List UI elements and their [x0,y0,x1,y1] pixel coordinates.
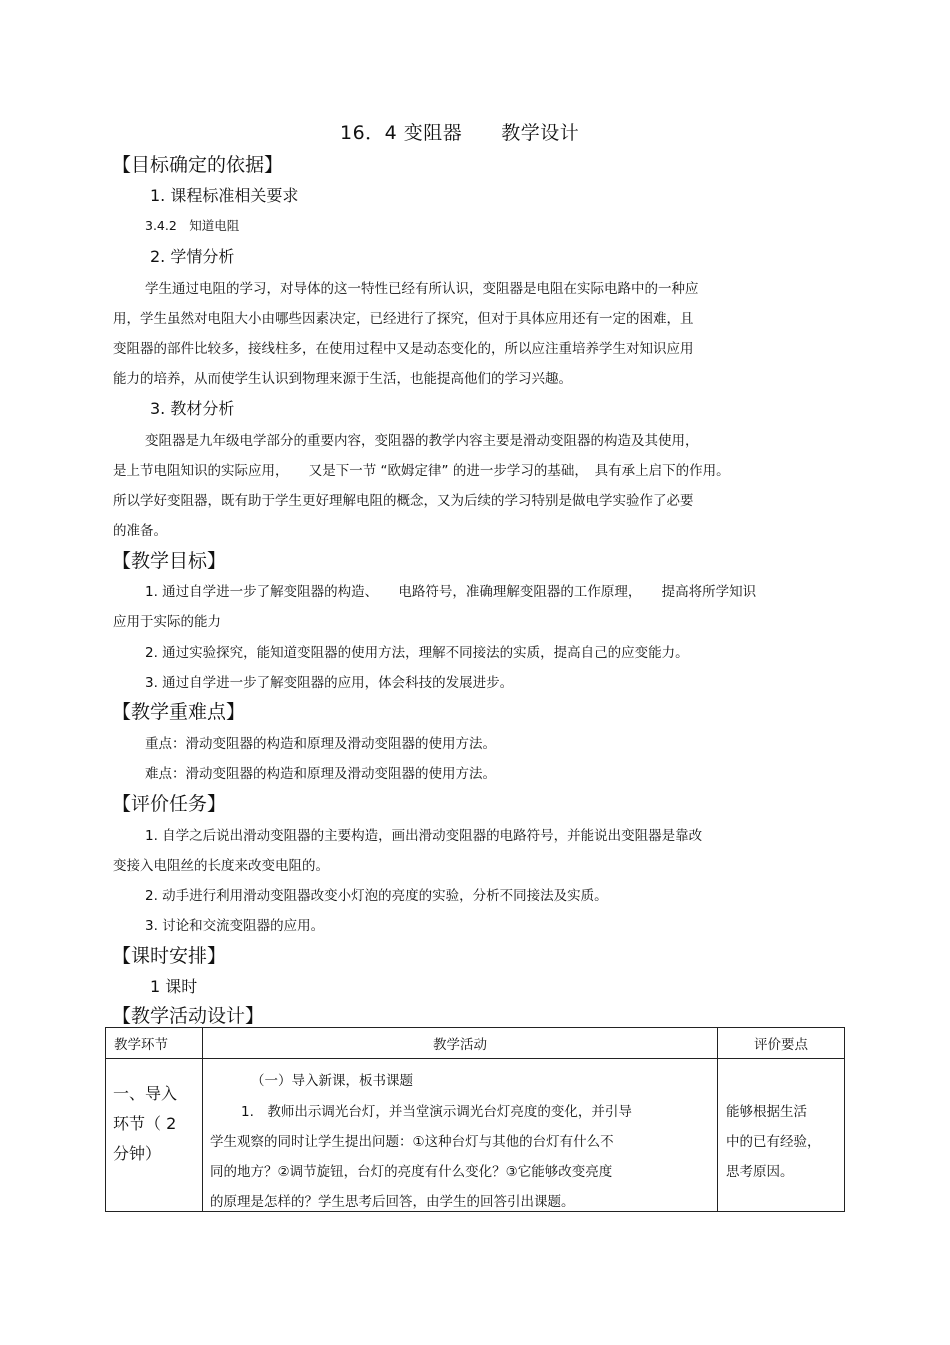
standard-ref: 3.4.2 知道电阻 [145,218,240,233]
difficulty-point: 难点：滑动变阻器的构造和原理及滑动变阻器的使用方法。 [145,766,496,782]
task-line: 2. 动手进行利用滑动变阻器改变小灯泡的亮度的实验，分析不同接法及实质。 [145,888,608,904]
task-line: 变接入电阻丝的长度来改变电阻的。 [113,858,329,874]
heading-tasks: 【评价任务】 [112,793,227,815]
material-analysis-line: 所以学好变阻器，既有助于学生更好理解电阻的概念，又为后续的学习特别是做电学实验作了必要 [113,493,694,509]
goal-line: 1. 通过自学进一步了解变阻器的构造、 电路符号，准确理解变阻器的工作原理， 提高将所学知识 [145,584,757,600]
stage-cell [106,1059,203,1212]
heading-keypoints: 【教学重难点】 [112,701,246,723]
learner-analysis-line: 学生通过电阻的学习，对导体的这一特性已经有所认识，变阻器是电阻在实际电路中的一种应 [145,281,699,297]
evaluation-line: 能够根据生活 [726,1104,807,1120]
table-row [106,1059,845,1212]
task-line: 1. 自学之后说出滑动变阻器的主要构造，画出滑动变阻器的电路符号，并能说出变阻器是靠改 [145,828,703,844]
heading-schedule: 【课时安排】 [112,945,227,967]
focus-point: 重点：滑动变阻器的构造和原理及滑动变阻器的使用方法。 [145,736,496,752]
activity-line: 1. 教师出示调光台灯，并当堂演示调光台灯亮度的变化，并引导 [241,1104,632,1120]
evaluation-line: 中的已有经验， [726,1134,821,1150]
stage-line: 分钟） [113,1144,162,1163]
activity-line: 学生观察的同时让学生提出问题：①这种台灯与其他的台灯有什么不 [210,1134,614,1150]
heading-activity: 【教学活动设计】 [112,1005,265,1027]
stage-line: 一、导入 [113,1084,178,1103]
task-line: 3. 讨论和交流变阻器的应用。 [145,918,325,934]
goal-line: 应用于实际的能力 [113,614,221,630]
activity-line: 同的地方？②调节旋钮，台灯的亮度有什么变化？③它能够改变亮度 [210,1164,613,1180]
stage-line: 环节（ 2 [113,1114,177,1133]
column-header-evaluation: 评价要点 [718,1028,845,1059]
activity-cell [203,1059,718,1212]
basis-item-1: 1. 课程标准相关要求 [150,186,299,205]
schedule-value: 1 课时 [150,977,198,996]
basis-item-2: 2. 学情分析 [150,247,235,266]
activity-line: 的原理是怎样的？学生思考后回答，由学生的回答引出课题。 [210,1194,575,1210]
evaluation-cell [718,1059,845,1212]
learner-analysis-line: 用，学生虽然对电阻大小由哪些因素决定，已经进行了探究，但对于具体应用还有一定的困难，且 [113,311,694,327]
activity-line: （一）导入新课，板书课题 [251,1073,413,1089]
evaluation-line: 思考原因。 [726,1164,794,1180]
material-analysis-line: 变阻器是九年级电学部分的重要内容，变阻器的教学内容主要是滑动变阻器的构造及其使用， [145,433,699,449]
goal-line: 3. 通过自学进一步了解变阻器的应用，体会科技的发展进步。 [145,675,514,691]
learner-analysis-line: 能力的培养，从而使学生认识到物理来源于生活，也能提高他们的学习兴趣。 [113,371,572,387]
goal-line: 2. 通过实验探究，能知道变阻器的使用方法，理解不同接法的实质，提高自己的应变能力。 [145,645,689,661]
learner-analysis-line: 变阻器的部件比较多，接线柱多，在使用过程中又是动态变化的，所以应注重培养学生对知识应用 [113,341,694,357]
heading-goals: 【教学目标】 [112,550,227,572]
material-analysis-line: 的准备。 [113,523,167,539]
column-header-stage: 教学环节 [106,1028,203,1059]
table-header-row [106,1028,845,1059]
page-title: 16．4 变阻器 教学设计 [340,122,580,144]
material-analysis-line: 是上节电阻知识的实际应用， 又是下一节 “欧姆定律” 的进一步学习的基础， 具有承上启下的作用。 [113,463,730,479]
activity-table [105,1027,845,1212]
column-header-activity: 教学活动 [203,1028,718,1059]
basis-item-3: 3. 教材分析 [150,399,235,418]
heading-basis: 【目标确定的依据】 [112,154,284,176]
